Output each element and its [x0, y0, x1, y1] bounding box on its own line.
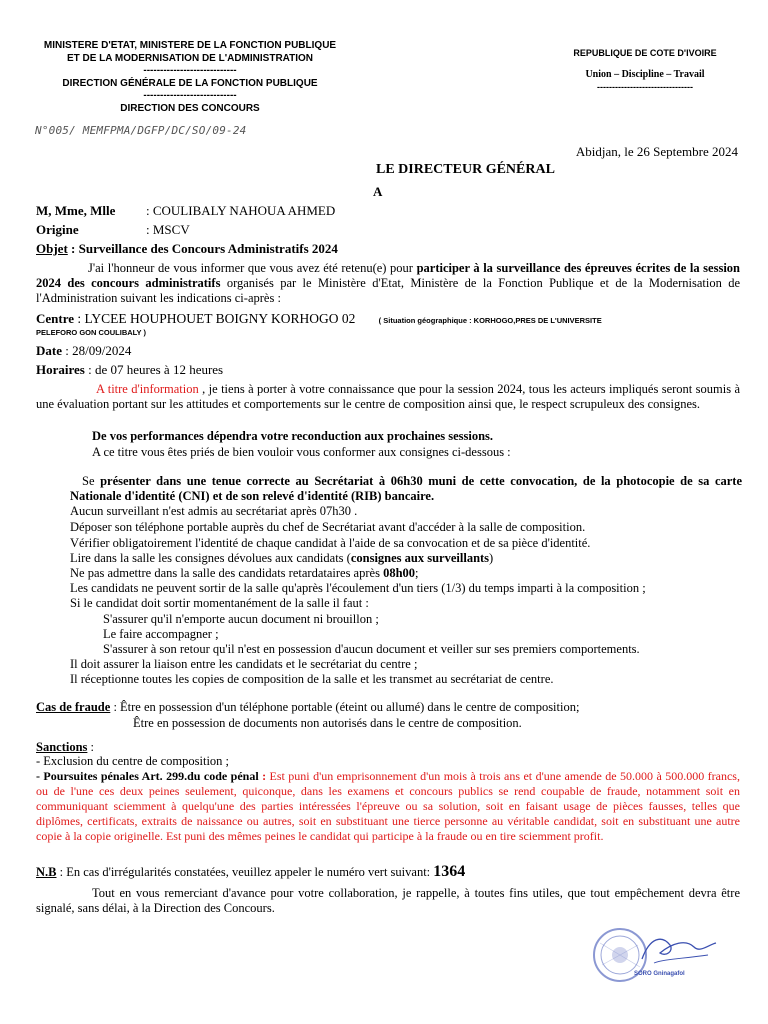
sanction-1: - Exclusion du centre de composition ;: [36, 754, 230, 768]
name-label: M, Mme, Mlle: [36, 203, 116, 218]
country-name: REPUBLIQUE DE COTE D'IVOIRE: [573, 48, 717, 58]
rule-5-bold: consignes aux surveillants: [350, 551, 490, 565]
rule-5-a: Lire dans la salle les consignes dévolues aux candidats (: [70, 551, 351, 565]
direction-concours: DIRECTION DES CONCOURS: [120, 102, 260, 114]
sender-title: LE DIRECTEUR GÉNÉRAL: [376, 162, 555, 177]
centre-value: : LYCEE HOUPHOUET BOIGNY KORHOGO 02: [74, 311, 356, 326]
ministry-separator-2: ----------------------------: [143, 90, 237, 101]
rule-2: Aucun surveillant n'est admis au secrétariat après 07h30 .: [70, 504, 358, 518]
origin-value: : MSCV: [146, 222, 190, 237]
fraud-text-1: : Être en possession d'un téléphone portable (éteint ou allumé) dans le centre de composition;: [110, 700, 580, 714]
rule-1-bold: présenter dans une tenue correcte au Secrétariat à 06h30 muni de cette convocation, de la photocopie de sa carte Nationale d'identité (CNI) et de son relevé d'identité (RIB) bancaire.: [70, 474, 743, 503]
rule-1: [70, 474, 742, 504]
sanctions-colon: :: [87, 740, 95, 754]
rule-5-b: ): [489, 551, 494, 565]
reference-number: N°005/ MEMFPMA/DGFP/DC/SO/09-24: [35, 124, 247, 137]
ministry-header: [30, 40, 350, 115]
motto-separator: --------------------------------: [597, 82, 693, 92]
date-label: Date: [36, 343, 62, 358]
fraud-line-2: Être en possession de documents non autorisés dans le centre de composition.: [133, 716, 522, 730]
rule-7: Les candidats ne peuvent sortir de la salle qu'après l'écoulement d'un tiers (1/3) du temps imparti à la composition ;: [70, 581, 646, 595]
sanction-2-bold: - Poursuites pénales Art. 299.du code pénal: [36, 769, 259, 783]
nb-line: [36, 864, 465, 880]
national-motto: Union – Discipline – Travail: [585, 69, 705, 80]
rule-6-a: Ne pas admettre dans la salle des candidats retardataires après: [70, 566, 384, 580]
hours-line: [36, 362, 223, 378]
fraud-line-1: [36, 700, 579, 715]
centre-note: ( Situation géographique : KORHOGO,PRES DE L'UNIVERSITE: [378, 316, 602, 325]
signatory-name: SORO Gninagafol: [634, 971, 685, 977]
sanction-2: [36, 769, 740, 844]
object-value: : Surveillance des Concours Administratifs 2024: [67, 241, 338, 256]
sanctions-label: Sanctions: [36, 740, 88, 754]
name-value: : COULIBALY NAHOUA AHMED: [146, 203, 336, 218]
fraud-label: Cas de fraude: [36, 700, 111, 714]
hours-value: : de 07 heures à 12 heures: [84, 362, 224, 377]
official-stamp: [590, 925, 730, 990]
rule-6-bold: 08h00: [383, 566, 416, 580]
letter-date: Abidjan, le 26 Septembre 2024: [575, 144, 738, 159]
hotline-number: 1364: [433, 863, 466, 880]
info-red-lead: A titre d'information: [96, 382, 199, 396]
rule-9: Il doit assurer la liaison entre les candidats et le secrétariat du centre ;: [70, 657, 418, 671]
centre-line: [36, 311, 602, 327]
intro-text-a: J'ai l'honneur de vous informer que vous avez été retenu(e) pour: [88, 261, 417, 275]
object-line: [36, 241, 338, 257]
centre-note-2: PELEFORO GON COULIBALY ): [36, 328, 147, 337]
republic-header: [560, 47, 730, 94]
intro-text-bold: participer à la surveillance des épreuves écrites de la session 2024 des concours administratifs: [36, 261, 740, 290]
rule-8b: Le faire accompagner ;: [103, 627, 219, 641]
recipient-name-line: [36, 203, 335, 219]
nb-text: : En cas d'irrégularités constatées, veuillez appeler le numéro vert suivant:: [56, 865, 434, 879]
rule-10: Il réceptionne toutes les copies de composition de la salle et les transmet au secrétariat de centre.: [70, 672, 554, 686]
rule-6: [70, 566, 419, 581]
rule-8a: S'assurer qu'il n'emporte aucun document ni brouillon ;: [103, 612, 379, 626]
sanction-2-red: Est puni d'un emprisonnement d'un mois à trois ans et d'une amende de 50.000 à 500.000 francs, ou de l'une ces deux peines seulement, quiconque, dans les examens et concours publics se rend coupable de fraude, notamment soit en communiquant sciemment à quelqu'une des parties intéressées l'épreuve ou sa solution, soit en faisant usage de pièces fausses, telles que diplômes, certificats, extraits de naissance ou autres, soit en substituant une tierce personne au véritable candidat, soit en substituant une autre copie à la copie originelle. Est puni des mêmes peines le candidat qui participe à la fraude ou en tire sciemment profit.: [36, 769, 740, 843]
intro-text-b: organisés par le Ministère d'Etat, Ministère de la Fonction Publique et de la Modernisation de l'Administration suivant les indications ci-après :: [36, 276, 740, 305]
origin-line: [36, 222, 190, 238]
performance-note: De vos performances dépendra votre reconduction aux prochaines sessions.: [92, 429, 494, 443]
recipient-a: A: [373, 184, 383, 199]
ministry-separator-1: ----------------------------: [143, 65, 237, 76]
origin-label: Origine: [36, 222, 79, 237]
rule-3: Déposer son téléphone portable auprès du chef de Secrétariat avant d'accéder à la salle de composition.: [70, 520, 586, 534]
hours-label: Horaires: [36, 362, 85, 377]
instructions-intro: A ce titre vous êtes priés de bien vouloir vous conformer aux consignes ci-dessous :: [92, 445, 511, 459]
ministry-line-2: ET DE LA MODERNISATION DE L'ADMINISTRATION: [66, 52, 314, 64]
rule-8: Si le candidat doit sortir momentanément de la salle il faut :: [70, 596, 369, 610]
closing-paragraph: Tout en vous remerciant d'avance pour votre collaboration, je rappelle, à toutes fins utiles, que tout empêchement devra être signalé, sans délai, à la Direction des Concours.: [36, 886, 740, 915]
nb-label: N.B: [36, 865, 57, 879]
rule-8c: S'assurer à son retour qu'il n'est en possession d'aucun document et veiller sur ses premiers comportements.: [103, 642, 640, 656]
object-label: Objet: [36, 241, 68, 256]
centre-label: Centre: [36, 311, 75, 326]
rule-4: Vérifier obligatoirement l'identité de chaque candidat à l'aide de sa convocation et de sa pièce d'identité.: [70, 536, 591, 550]
ministry-line-1: MINISTERE D'ETAT, MINISTERE DE LA FONCTION PUBLIQUE: [43, 40, 337, 51]
rule-6-b: ;: [415, 566, 419, 580]
sanctions-heading: [36, 740, 94, 755]
direction-generale: DIRECTION GÉNÉRALE DE LA FONCTION PUBLIQUE: [62, 77, 318, 89]
date-value: : 28/09/2024: [62, 343, 132, 358]
intro-paragraph: [36, 261, 740, 306]
sanction-2-colon: :: [258, 769, 267, 783]
info-text: , je tiens à porter à votre connaissance que pour la session 2024, tous les acteurs impliqués seront soumis à une évaluation portant sur les attitudes et comportements sur le centre de composition ainsi que, le respect scrupuleux des consignes.: [36, 382, 740, 411]
date-line: [36, 343, 131, 359]
rule-1-a: Se: [82, 474, 101, 488]
rule-5: [70, 551, 493, 566]
info-paragraph: [36, 382, 740, 412]
